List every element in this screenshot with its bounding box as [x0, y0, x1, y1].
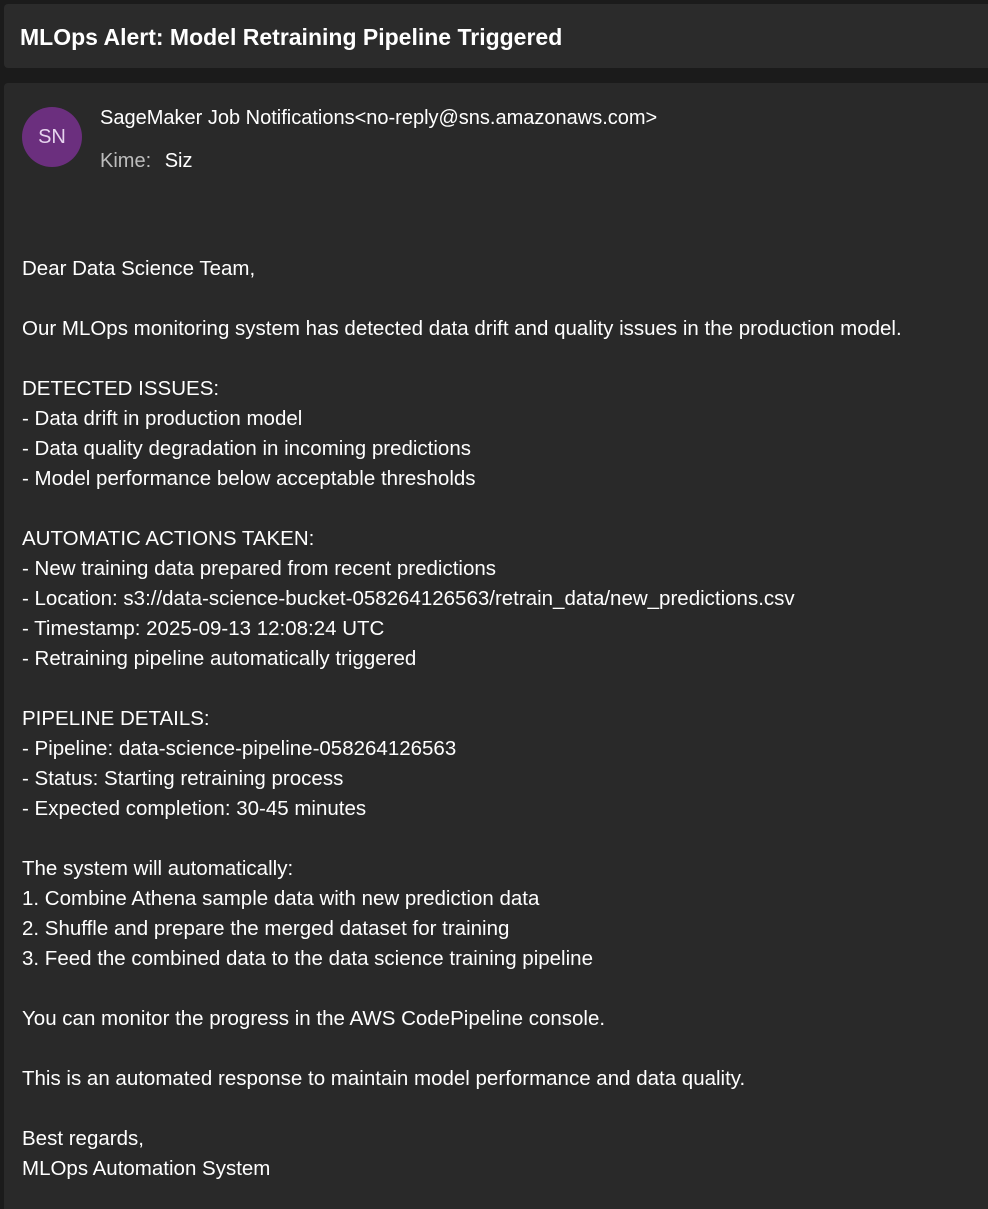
body-line: 1. Combine Athena sample data with new prediction data	[22, 887, 540, 910]
body-line: - Expected completion: 30-45 minutes	[22, 797, 367, 820]
body-line: 2. Shuffle and prepare the merged dataset for training	[22, 917, 510, 940]
body-line: - Timestamp: 2025-09-13 12:08:24 UTC	[22, 617, 385, 640]
body-line: - Data drift in production model	[22, 407, 303, 430]
body-line: - Data quality degradation in incoming predictions	[22, 437, 471, 460]
body-line: This is an automated response to maintain model performance and data quality.	[22, 1067, 746, 1090]
body-line: You can monitor the progress in the AWS CodePipeline console.	[22, 1007, 606, 1030]
body-line: - Retraining pipeline automatically triggered	[22, 647, 417, 670]
body-line: - Model performance below acceptable thresholds	[22, 467, 476, 490]
sender-name[interactable]: SageMaker Job Notifications<no-reply@sns.amazonaws.com>	[100, 107, 658, 129]
body-blank-line	[22, 1034, 982, 1064]
body-blank-line	[22, 824, 982, 854]
body-line: DETECTED ISSUES:	[22, 377, 220, 400]
body-line: - Pipeline: data-science-pipeline-058264126563	[22, 737, 457, 760]
recipient-row	[100, 150, 192, 173]
email-subject: MLOps Alert: Model Retraining Pipeline Triggered	[20, 24, 563, 50]
body-line: Dear Data Science Team,	[22, 257, 256, 280]
body-line: - Location: s3://data-science-bucket-058264126563/retrain_data/new_predictions.csv	[22, 587, 795, 610]
body-line: 3. Feed the combined data to the data science training pipeline	[22, 947, 593, 970]
body-line: AUTOMATIC ACTIONS TAKEN:	[22, 527, 315, 550]
body-line: - New training data prepared from recent predictions	[22, 557, 497, 580]
body-blank-line	[22, 344, 982, 374]
message-card	[4, 83, 988, 1209]
to-label: Kime:	[100, 150, 152, 172]
body-blank-line	[22, 674, 982, 704]
body-line: MLOps Automation System	[22, 1157, 271, 1180]
body-blank-line	[22, 284, 982, 314]
to-value[interactable]: Siz	[164, 150, 193, 172]
avatar-initials: SN	[38, 125, 66, 148]
subject-bar	[4, 4, 988, 68]
email-body	[22, 254, 982, 1184]
body-blank-line	[22, 1094, 982, 1124]
body-line: Best regards,	[22, 1127, 144, 1150]
body-blank-line	[22, 974, 982, 1004]
body-blank-line	[22, 494, 982, 524]
body-line: PIPELINE DETAILS:	[22, 707, 210, 730]
body-line: Our MLOps monitoring system has detected data drift and quality issues in the production model.	[22, 317, 902, 340]
sender-avatar[interactable]	[22, 107, 82, 167]
body-line: - Status: Starting retraining process	[22, 767, 344, 790]
body-line: The system will automatically:	[22, 857, 294, 880]
